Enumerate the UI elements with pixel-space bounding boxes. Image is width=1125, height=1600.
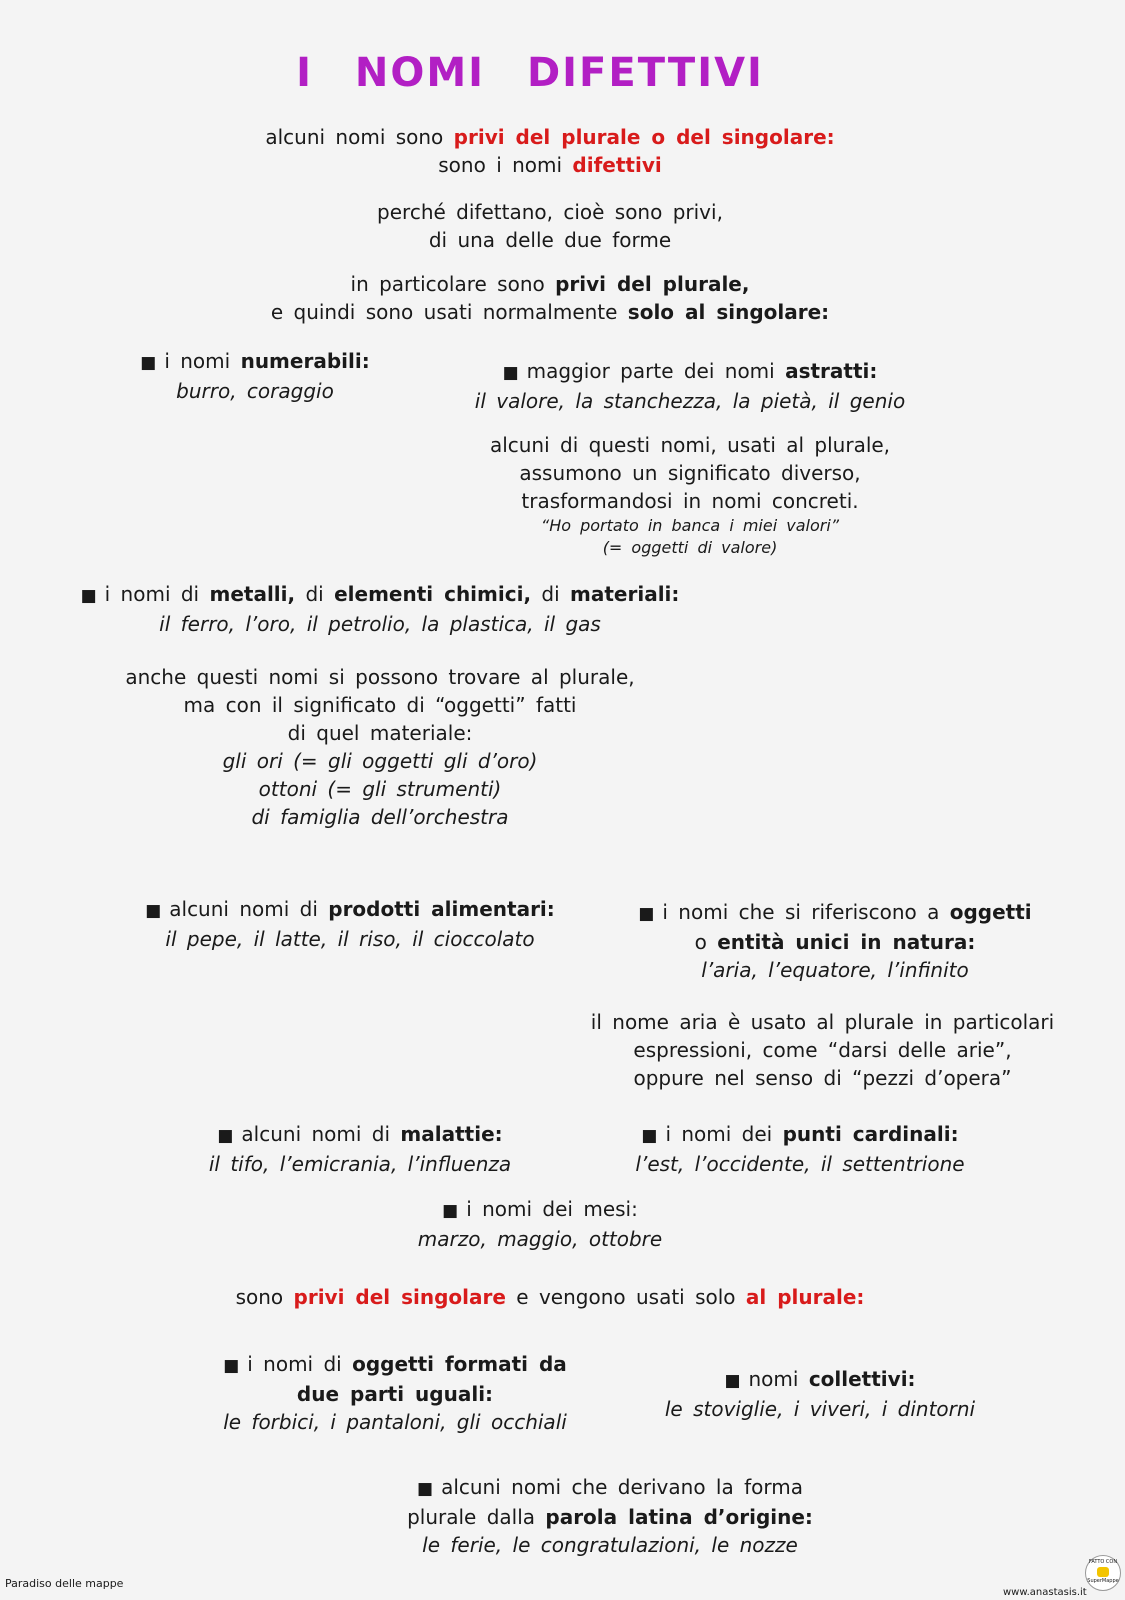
astratti-block: ■ maggior parte dei nomi astratti: il valore, la stanchezza, la pietà, il genio alcuni di questi nomi, usati al plurale, assumono un significato diverso, trasformandosi in nomi concreti. “Ho portato in banca i miei valori” (= oggetti di valore) [474, 359, 906, 557]
square-bullet-icon: ■ [145, 901, 162, 921]
footer-website-link[interactable]: www.anastasis.it [1003, 1587, 1087, 1598]
collettivi-block: ■ nomi collettivi: le stoviglie, i viveri, i dintorni [664, 1367, 976, 1421]
particolare-block: in particolare sono privi del plurale, e quindi sono usati normalmente solo al singolare: [270, 272, 830, 324]
perche-block: perché difettano, cioè sono privi, di una delle due forme [377, 200, 723, 252]
alimentari-block: ■ alcuni nomi di prodotti alimentari: il pepe, il latte, il riso, il cioccolato [145, 897, 555, 951]
metalli-note-block: anche questi nomi si possono trovare al plurale, ma con il significato di “oggetti” fatti di quel materiale: gli ori (= gli oggetti gli d’oro) ottoni (= gli strumenti) di famiglia dell’orchestra [125, 665, 635, 829]
cardinali-block: ■ i nomi dei punti cardinali: l’est, l’occidente, il settentrione [635, 1122, 965, 1176]
singolare-block: sono privi del singolare e vengono usati solo al plurale: [235, 1285, 865, 1309]
square-bullet-icon: ■ [223, 1356, 240, 1376]
square-bullet-icon: ■ [638, 904, 655, 924]
numerabili-block: ■ i nomi numerabili: burro, coraggio [140, 349, 370, 403]
supermappe-logo-icon: FATTO CON SuperMappe [1085, 1555, 1121, 1591]
square-bullet-icon: ■ [80, 586, 97, 606]
unici-block: ■ i nomi che si riferiscono a oggetti o entità unici in natura: l’aria, l’equatore, l’infinito [638, 900, 1032, 982]
mesi-block: ■ i nomi dei mesi: marzo, maggio, ottobre [417, 1197, 663, 1251]
oggetti-block: ■ i nomi di oggetti formati da due parti uguali: le forbici, i pantaloni, gli occhiali [223, 1352, 567, 1434]
malattie-block: ■ alcuni nomi di malattie: il tifo, l’emicrania, l’influenza [208, 1122, 512, 1176]
latina-block: ■ alcuni nomi che derivano la forma plurale dalla parola latina d’origine: le ferie, le congratulazioni, le nozze [407, 1475, 813, 1557]
footer-credit: Paradiso delle mappe [5, 1577, 124, 1590]
square-bullet-icon: ■ [641, 1126, 658, 1146]
unici-note-block: il nome aria è usato al plurale in particolari espressioni, come “darsi delle arie”, oppure nel senso di “pezzi d’opera” [590, 1010, 1055, 1090]
metalli-block: ■ i nomi di metalli, di elementi chimici, di materiali: il ferro, l’oro, il petrolio, la plastica, il gas [80, 582, 680, 636]
page-title: I NOMI DIFETTIVI [296, 50, 764, 96]
square-bullet-icon: ■ [724, 1371, 741, 1391]
square-bullet-icon: ■ [217, 1126, 234, 1146]
square-bullet-icon: ■ [502, 363, 519, 383]
square-bullet-icon: ■ [417, 1479, 434, 1499]
square-bullet-icon: ■ [140, 353, 157, 373]
square-bullet-icon: ■ [442, 1201, 459, 1221]
intro-block: alcuni nomi sono privi del plurale o del singolare: sono i nomi difettivi [265, 125, 835, 177]
